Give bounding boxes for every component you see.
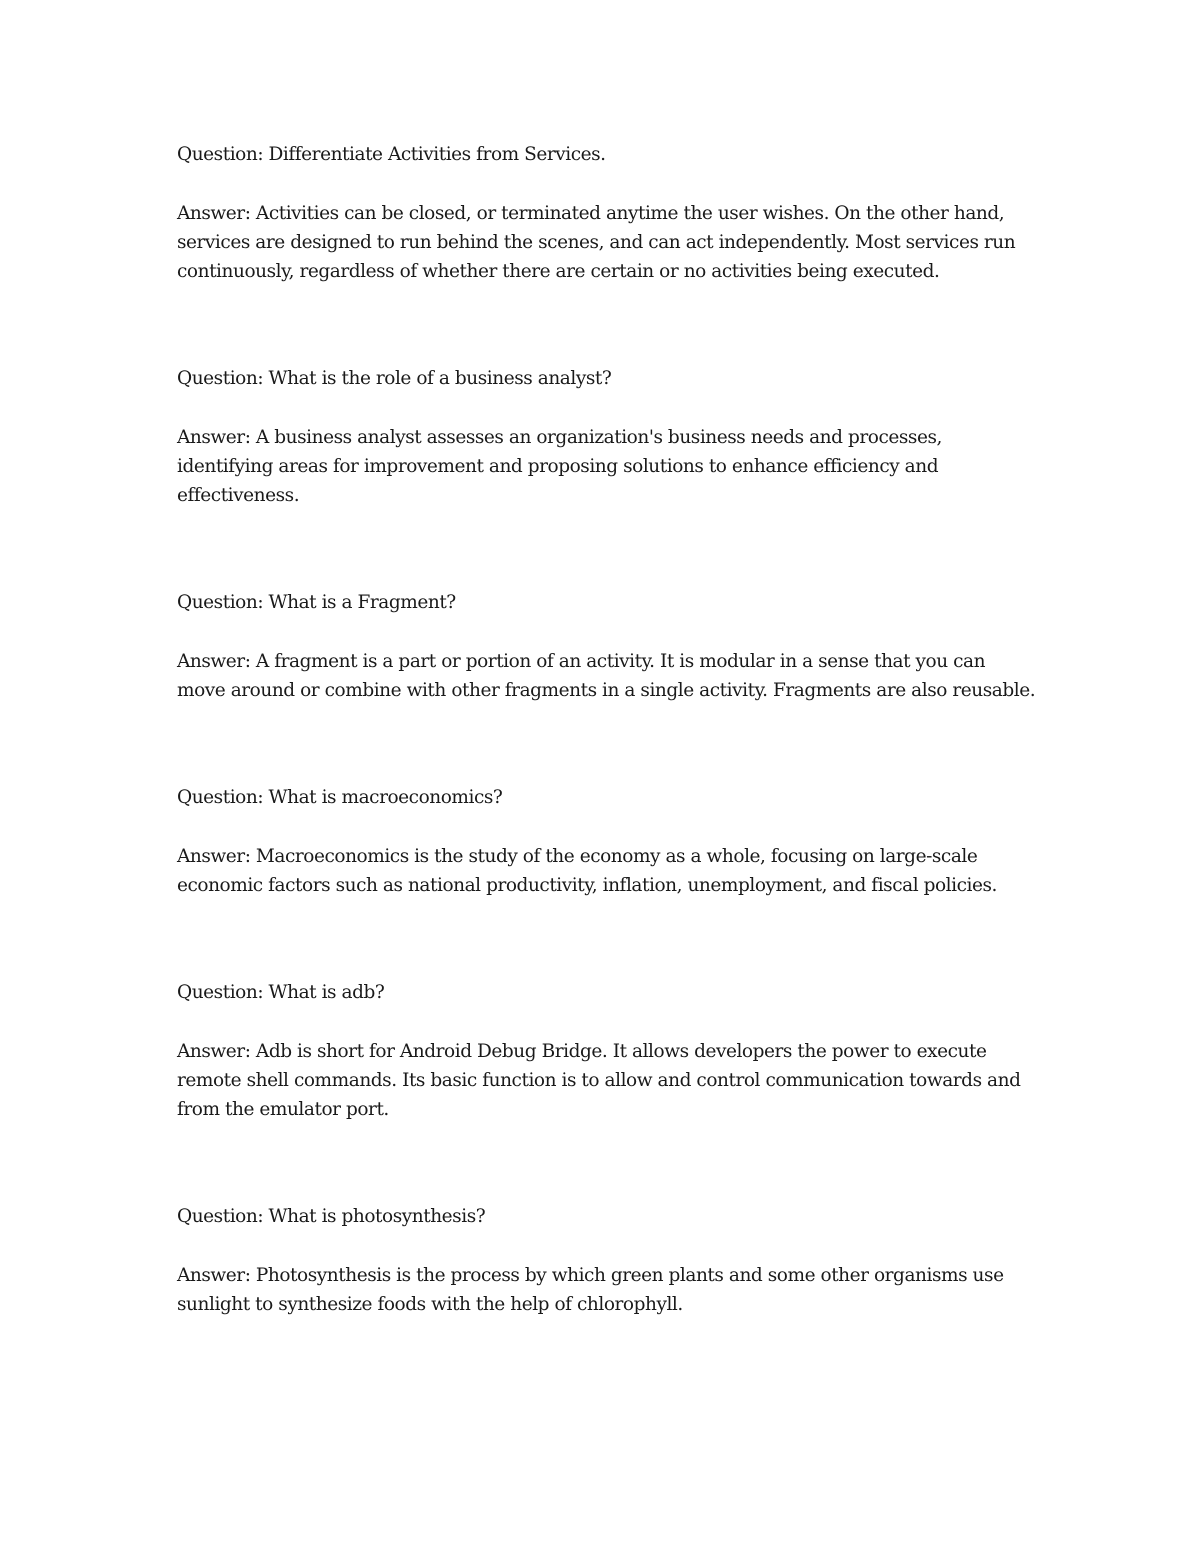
answer-text: Answer: A business analyst assesses an organization's business needs and processes, identifying areas for improvement and proposing solutions to enhance efficiency and effectiveness.: [177, 427, 942, 506]
question-text: Question: What is a Fragment?: [177, 592, 456, 613]
qa-item: [177, 978, 1037, 1124]
answer-text: Answer: Activities can be closed, or terminated anytime the user wishes. On the other hand, services are designed to run behind the scenes, and can act independently. Most services run continuously, regardless of whether there are certain or no activities being executed.: [177, 203, 1016, 282]
question-text: Question: What is photosynthesis?: [177, 1206, 486, 1227]
question-text: Question: What is macroeconomics?: [177, 787, 503, 808]
answer-text: Answer: A fragment is a part or portion of an activity. It is modular in a sense that you can move around or combine with other fragments in a single activity. Fragments are also reusable.: [177, 651, 1036, 701]
answer-text: Answer: Photosynthesis is the process by which green plants and some other organisms use sunlight to synthesize foods with the help of chlorophyll.: [177, 1265, 1004, 1315]
qa-item: [177, 783, 1037, 900]
answer-text: Answer: Adb is short for Android Debug Bridge. It allows developers the power to execute remote shell commands. Its basic function is to allow and control communication towards and from the emulator port.: [177, 1041, 1021, 1120]
answer-text: Answer: Macroeconomics is the study of the economy as a whole, focusing on large-scale economic factors such as national productivity, inflation, unemployment, and fiscal policies.: [177, 846, 997, 896]
qa-item: [177, 1202, 1037, 1319]
question-text: Question: Differentiate Activities from Services.: [177, 144, 606, 165]
qa-item: [177, 588, 1037, 705]
qa-item: [177, 364, 1037, 510]
question-text: Question: What is the role of a business analyst?: [177, 368, 612, 389]
qa-item: [177, 140, 1037, 286]
question-text: Question: What is adb?: [177, 982, 385, 1003]
qa-list: [177, 140, 1037, 1397]
